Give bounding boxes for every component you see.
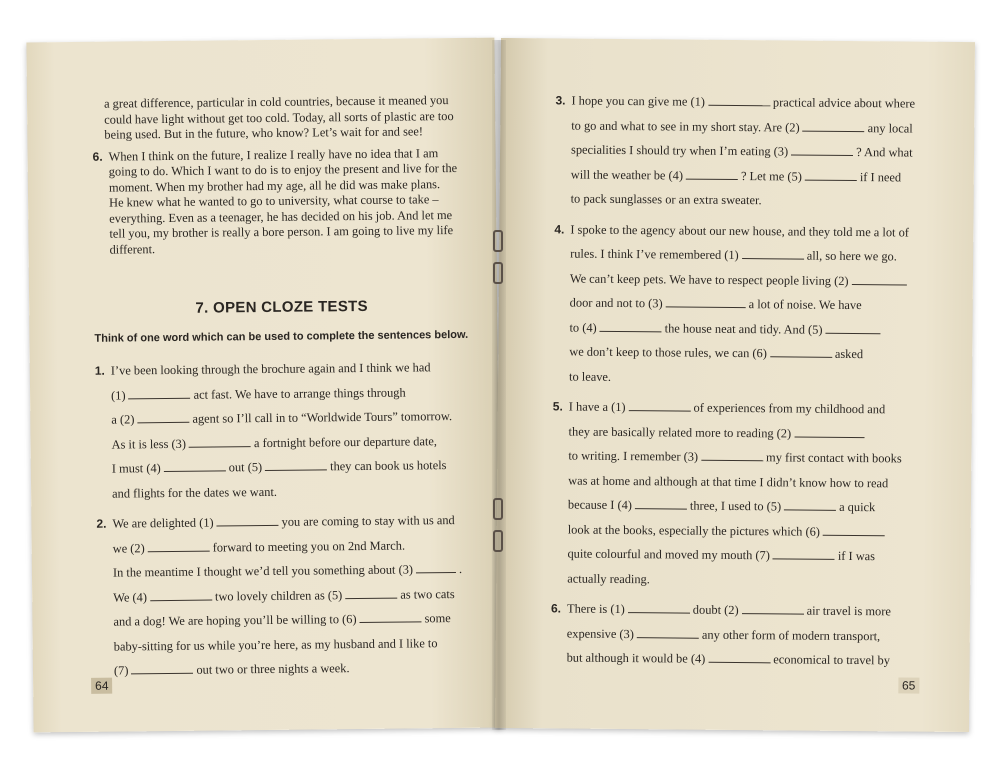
answer-blank[interactable] xyxy=(701,449,763,462)
question-2 xyxy=(96,508,473,683)
page-number: 64 xyxy=(91,678,113,694)
answer-blank[interactable] xyxy=(825,321,880,334)
text: we (2) xyxy=(112,540,145,556)
item-6 xyxy=(93,145,469,257)
text-line xyxy=(567,621,936,649)
right-page xyxy=(495,38,975,732)
text-line xyxy=(570,266,939,294)
text: and flights for the dates we want. xyxy=(112,484,278,501)
text: ? Let me (5) xyxy=(740,168,802,184)
answer-blank[interactable] xyxy=(791,143,853,156)
text: act fast. We have to arrange things through xyxy=(193,385,406,402)
text-line xyxy=(114,655,473,683)
text: forward to meeting you on 2nd March. xyxy=(212,538,406,555)
text-line xyxy=(569,364,938,392)
text-line xyxy=(568,419,937,447)
answer-blank[interactable] xyxy=(137,411,189,424)
text-line xyxy=(114,630,473,658)
answer-blank[interactable] xyxy=(823,523,885,536)
answer-blank[interactable] xyxy=(773,547,835,560)
text-line: could have light without get too cold. Today, all sorts of plastic are too xyxy=(104,108,454,127)
text: specialities I should try when I’m eating (3) xyxy=(570,142,789,159)
cloze-exercises-left xyxy=(95,355,473,683)
text-line xyxy=(111,428,470,456)
answer-blank[interactable] xyxy=(217,514,279,527)
text: you are coming to stay with us and xyxy=(281,513,455,529)
answer-blank[interactable] xyxy=(416,561,456,574)
text: and a dog! We are hoping you’ll be willing to (6) xyxy=(113,612,357,629)
answer-blank[interactable] xyxy=(265,458,327,471)
question-1 xyxy=(95,355,472,506)
text-line xyxy=(111,355,470,383)
text-line: different. xyxy=(109,241,156,257)
text: to pack sunglasses or an extra sweater. xyxy=(570,191,762,208)
text: practical advice about where xyxy=(772,95,916,111)
question-number: 4. xyxy=(554,221,565,237)
text-line xyxy=(569,340,938,368)
text: a (2) xyxy=(111,412,135,427)
answer-blank[interactable] xyxy=(148,539,210,552)
intro-paragraph xyxy=(92,93,467,143)
question-number: 1. xyxy=(94,363,105,378)
answer-blank[interactable] xyxy=(628,601,690,614)
text: two lovely children as (5) xyxy=(214,587,343,604)
text: I must (4) xyxy=(111,461,161,476)
text: all, so here we go. xyxy=(806,248,897,264)
text: out two or three nights a week. xyxy=(196,661,350,677)
text: I have a (1) xyxy=(568,399,626,415)
text: (1) xyxy=(111,387,126,403)
text: look at the books, especially the pictures which (6) xyxy=(567,522,821,539)
answer-blank[interactable] xyxy=(803,119,865,132)
open-book xyxy=(30,40,972,740)
text-line xyxy=(571,138,940,166)
text: There is (1) xyxy=(566,601,625,617)
binding-stitch xyxy=(493,498,503,520)
text: . xyxy=(458,561,463,576)
text-line xyxy=(567,597,936,625)
text: rules. I think I’ve remembered (1) xyxy=(570,246,739,263)
answer-blank[interactable] xyxy=(770,345,832,358)
text: but although it would be (4) xyxy=(566,650,706,666)
text: I’ve been looking through the brochure again and I think we had xyxy=(110,360,431,378)
text-line: a great difference, particular in cold countries, because it meaned you xyxy=(103,93,449,111)
text: to writing. I remember (3) xyxy=(568,448,699,464)
text-line xyxy=(112,453,471,481)
text: any other form of modern transport, xyxy=(701,627,881,643)
answer-blank[interactable] xyxy=(784,498,836,511)
right-page-content xyxy=(550,88,940,679)
text-line xyxy=(570,242,939,270)
question-4 xyxy=(553,217,939,392)
answer-blank[interactable] xyxy=(794,425,864,438)
binding-stitch xyxy=(493,262,503,284)
text-line xyxy=(571,187,940,215)
left-page-content xyxy=(92,93,473,689)
text-line xyxy=(113,581,472,609)
answer-blank[interactable] xyxy=(345,586,397,599)
text: will the weather be (4) xyxy=(570,167,684,183)
answer-blank[interactable] xyxy=(708,651,770,664)
text: to go and what to see in my short stay. Are (2) xyxy=(571,118,800,135)
text-line xyxy=(567,566,936,594)
question-number: 6. xyxy=(550,601,562,616)
text-line xyxy=(570,291,939,319)
text: door and not to (3) xyxy=(569,295,663,311)
text: We (4) xyxy=(113,589,148,605)
page-number: 65 xyxy=(898,677,919,693)
text: if I need xyxy=(859,169,902,184)
book-gutter xyxy=(492,40,506,730)
text: asked xyxy=(834,346,864,362)
answer-blank[interactable] xyxy=(629,399,691,412)
text: they are basically related more to reading (2) xyxy=(568,424,792,440)
answer-blank[interactable] xyxy=(128,386,190,399)
text-line xyxy=(568,468,937,496)
text-line xyxy=(571,89,940,117)
text: We are delighted (1) xyxy=(112,515,214,531)
text-line: tell you, my brother is really a bore person. I am going to live my life xyxy=(109,223,454,241)
text-line xyxy=(570,217,939,245)
text: they can book us hotels xyxy=(330,458,447,474)
text-line xyxy=(568,517,937,545)
text-line xyxy=(571,162,940,190)
text-line: everything. Even as a teenager, he has decided on his job. And let me xyxy=(109,207,453,226)
answer-blank[interactable] xyxy=(150,588,212,601)
text-line: When I think on the future, I realize I really have no idea that I am xyxy=(108,145,439,164)
text: air travel is more xyxy=(806,603,891,619)
text-line xyxy=(111,379,470,407)
answer-blank[interactable] xyxy=(666,295,746,308)
question-6 xyxy=(551,596,937,673)
text-line xyxy=(569,315,938,343)
text-line xyxy=(567,542,936,570)
instruction: Think of one word which can be used to complete the sentences below. xyxy=(94,328,469,345)
text: any local xyxy=(867,120,913,136)
section-title: 7. OPEN CLOZE TESTS xyxy=(195,297,368,317)
text-line: moment. When my brother had my age, all he did was make plans. xyxy=(108,176,441,195)
text-line xyxy=(112,477,471,505)
text: We can’t keep pets. We have to respect people living (2) xyxy=(569,271,849,288)
text: actually reading. xyxy=(567,571,650,586)
text: a lot of noise. We have xyxy=(748,297,862,313)
text: agent so I’ll call in to “Worldwide Tours” tomorrow. xyxy=(192,409,453,426)
text-line xyxy=(569,395,938,423)
text-line xyxy=(111,404,470,432)
text: as two cats xyxy=(400,586,455,602)
text: quite colourful and moved my mouth (7) xyxy=(567,546,770,563)
answer-blank[interactable] xyxy=(708,94,770,107)
text: because I (4) xyxy=(567,497,632,513)
answer-blank[interactable] xyxy=(805,168,857,181)
text: my first contact with books xyxy=(766,450,902,466)
item-number: 6. xyxy=(92,149,103,164)
answer-blank[interactable] xyxy=(635,497,687,510)
text: out (5) xyxy=(228,460,263,475)
text-line: being used. But in the future, who know? Let’s wait for and see! xyxy=(104,124,424,142)
answer-blank[interactable] xyxy=(852,272,907,285)
answer-blank[interactable] xyxy=(686,167,738,180)
answer-blank[interactable] xyxy=(131,662,193,675)
question-number: 3. xyxy=(555,93,566,108)
text: I hope you can give me (1) xyxy=(571,93,706,109)
question-number: 2. xyxy=(96,516,107,531)
text-line xyxy=(113,532,472,560)
left-page xyxy=(26,38,501,733)
question-5 xyxy=(551,394,938,593)
text: was at home and although at that time I didn’t know how to read xyxy=(568,473,889,490)
answer-blank[interactable] xyxy=(189,434,251,447)
text-line: going to do. Which I want to do is to enjoy the present and live for the xyxy=(108,160,458,179)
text: the house neat and tidy. And (5) xyxy=(664,320,823,337)
text-line xyxy=(568,444,937,472)
text: (7) xyxy=(113,663,129,678)
text-line xyxy=(113,606,472,634)
text: we don’t keep to those rules, we can (6) xyxy=(569,344,767,361)
item-6-paragraph xyxy=(109,145,458,257)
answer-blank[interactable] xyxy=(637,625,699,638)
text-line: He knew what he wanted to go to university, what course to take – xyxy=(109,192,439,210)
text: some xyxy=(424,611,451,626)
text: I spoke to the agency about our new house, and they told me a lot of xyxy=(570,222,909,240)
text: a quick xyxy=(839,499,876,515)
text: baby-sitting for us while you’re here, as my husband and I like to xyxy=(113,635,438,654)
answer-blank[interactable] xyxy=(600,319,662,332)
question-3 xyxy=(555,88,941,214)
answer-blank[interactable] xyxy=(164,459,226,472)
text: of experiences from my childhood and xyxy=(693,400,886,417)
text: expensive (3) xyxy=(566,626,634,641)
text-line xyxy=(568,493,937,521)
question-number: 5. xyxy=(552,399,563,414)
binding-stitch xyxy=(493,530,503,552)
text: doubt (2) xyxy=(692,602,739,618)
text-line xyxy=(112,508,471,536)
text: to (4) xyxy=(569,320,597,335)
answer-blank[interactable] xyxy=(742,247,804,260)
text: As it is less (3) xyxy=(111,436,187,452)
text: to leave. xyxy=(569,369,612,384)
answer-blank[interactable] xyxy=(742,602,804,615)
answer-blank[interactable] xyxy=(359,610,421,623)
binding-stitch xyxy=(493,230,503,252)
text: economical to travel by xyxy=(773,652,890,668)
text: a fortnight before our departure date, xyxy=(253,433,438,450)
text-line xyxy=(567,646,936,674)
text: In the meantime I thought we’d tell you something about (3) xyxy=(112,562,414,580)
text-line xyxy=(113,557,472,585)
text: ? And what xyxy=(856,145,913,160)
text-line xyxy=(571,113,940,141)
text: if I was xyxy=(837,548,876,564)
text: three, I used to (5) xyxy=(689,498,782,514)
